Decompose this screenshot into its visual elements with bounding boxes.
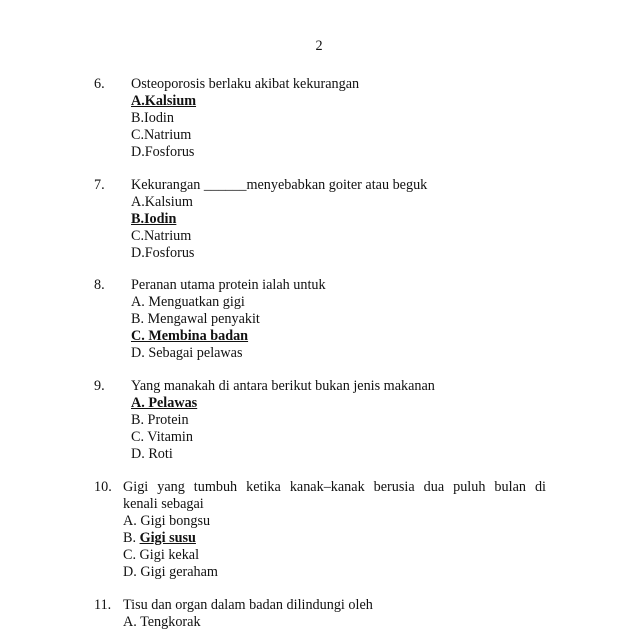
- option-d: D.Fosforus: [131, 245, 195, 261]
- question-number: 9.: [94, 378, 105, 394]
- question-stem: Kekurangan ______menyebabkan goiter atau beguk: [131, 177, 428, 193]
- option-c-correct: C. Membina badan: [131, 328, 249, 344]
- question-body: [131, 76, 551, 161]
- option-d: D.Fosforus: [131, 144, 195, 160]
- question-stem-line-2: kenali sebagai: [123, 496, 204, 512]
- option-c: C.Natrium: [131, 127, 192, 143]
- option-a: A. Gigi bongsu: [123, 513, 211, 529]
- question-number: 6.: [94, 76, 105, 92]
- option-b: [123, 530, 546, 547]
- option-d: D. Gigi geraham: [123, 564, 218, 580]
- option-b-correct: B.Iodin: [131, 211, 177, 227]
- question-body: [131, 378, 551, 463]
- option-b-correct-answer: Gigi susu: [139, 530, 196, 546]
- option-c: C. Vitamin: [131, 429, 193, 445]
- option-d: D. Sebagai pelawas: [131, 345, 243, 361]
- question-number: 11.: [94, 597, 112, 613]
- option-b: B.Iodin: [131, 110, 174, 126]
- page-number: 2: [315, 38, 323, 54]
- option-b-letter: B.: [123, 530, 140, 546]
- option-a: A.Kalsium: [131, 194, 193, 210]
- option-d: D. Roti: [131, 446, 173, 462]
- option-c: C.Natrium: [131, 228, 192, 244]
- question-body: [123, 479, 546, 581]
- question-number: 10.: [94, 479, 112, 495]
- option-a-correct: A.Kalsium: [131, 93, 197, 109]
- question-body: [131, 277, 551, 362]
- question-stem: Tisu dan organ dalam badan dilindungi oleh: [123, 597, 373, 613]
- option-c: C. Gigi kekal: [123, 547, 200, 563]
- question-body: [123, 597, 546, 631]
- option-b: B. Mengawal penyakit: [131, 311, 260, 327]
- question-stem: Peranan utama protein ialah untuk: [131, 277, 326, 293]
- question-stem: Osteoporosis berlaku akibat kekurangan: [131, 76, 360, 92]
- question-number: 8.: [94, 277, 105, 293]
- option-a: A. Tengkorak: [123, 614, 201, 630]
- question-body: [131, 177, 551, 262]
- option-b: B. Protein: [131, 412, 189, 428]
- question-stem-line-1: Gigi yang tumbuh ketika kanak–kanak berusia dua puluh bulan di: [123, 479, 546, 495]
- question-number: 7.: [94, 177, 105, 193]
- option-a: A. Menguatkan gigi: [131, 294, 245, 310]
- question-stem: Yang manakah di antara berikut bukan jenis makanan: [131, 378, 435, 394]
- option-a-correct: A. Pelawas: [131, 395, 198, 411]
